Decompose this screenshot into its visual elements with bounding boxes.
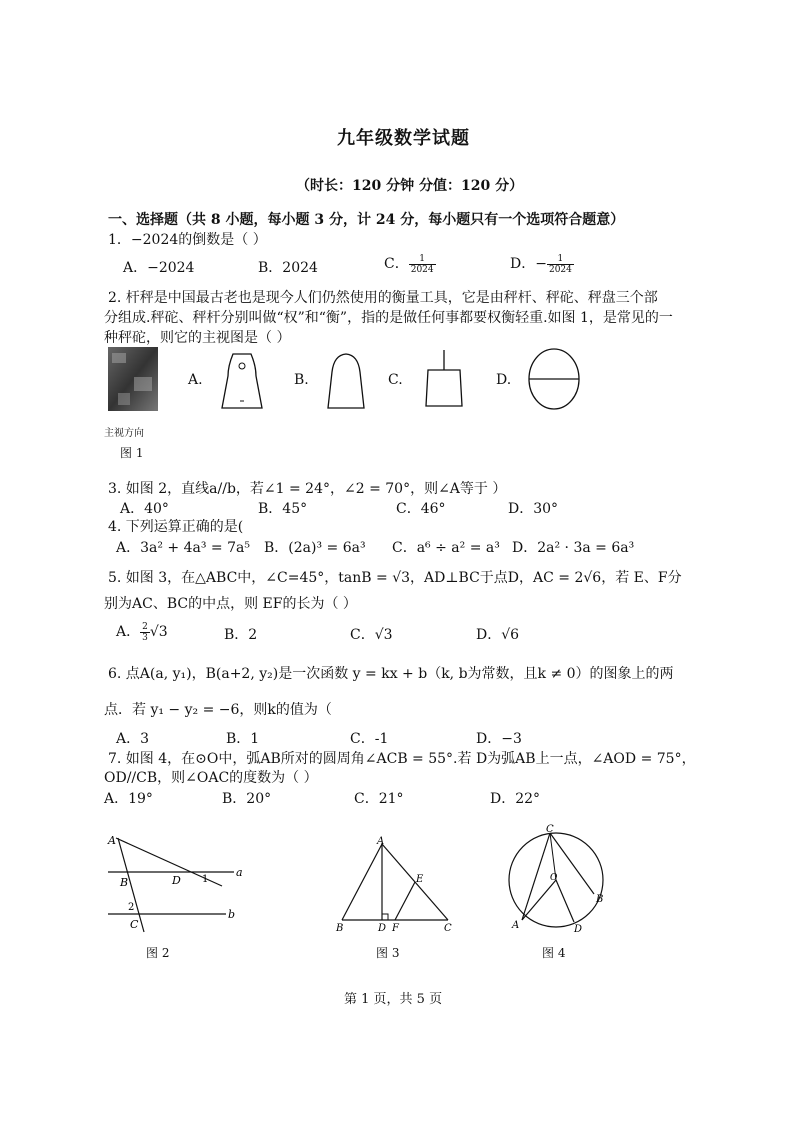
figure-2 xyxy=(104,832,244,940)
q7-option-a: A．19° xyxy=(104,791,153,807)
weight-photo xyxy=(108,347,158,411)
f4-label-O: O xyxy=(550,873,558,883)
q1-option-c: C． $\frac{1}{2024}$ xyxy=(384,253,434,275)
f2-label-D: D xyxy=(172,874,181,887)
q6-option-c: C．-1 xyxy=(350,731,389,747)
q5-option-a: A． $\frac{2}{3}$ √3 xyxy=(116,621,168,643)
option-c-shape xyxy=(418,348,470,414)
f3-label-C: C xyxy=(444,923,452,934)
q3-option-a: A．40° xyxy=(120,501,169,517)
q2-line3: 种秤砣，则它的主视图是（ ） xyxy=(104,330,291,346)
photo-caption: 主视方向 xyxy=(104,428,144,439)
q2-option-b: B. xyxy=(294,372,309,388)
section-heading: 一、选择题（共 8 小题，每小题 3 分，计 24 分，每小题只有一个选项符合题意） xyxy=(108,212,625,228)
q4-stem: 4. 下列运算正确的是( xyxy=(108,519,244,535)
q5-line1: 5. 如图 3，在△ABC中，∠C=45°，tanB = √3，AD⊥BC于点D，AC = 2√6，若 E、F分 xyxy=(108,570,682,586)
q5-option-d: D．√6 xyxy=(476,627,520,643)
q7-line1: 7. 如图 4，在⊙O中，弧AB所对的圆周角∠ACB = 55°.若 D为弧AB上一点，∠AOD = 75°， xyxy=(108,751,696,767)
f2-label-a: a xyxy=(236,866,243,879)
option-d-shape xyxy=(526,346,582,416)
q6-line1: 6. 点A(a, y₁)，B(a+2, y₂)是一次函数 y = kx + b（k, b为常数，且k ≠ 0）的图象上的两 xyxy=(108,666,674,682)
exam-info: （时长：120 分钟 分值：120 分） xyxy=(296,178,524,194)
q3-option-c: C．46° xyxy=(396,501,446,517)
f4-label-A: A xyxy=(512,920,520,931)
q6-option-b: B．1 xyxy=(226,731,260,747)
f3-label-B: B xyxy=(336,923,344,934)
q4-option-a: A．3a² + 4a³ = 7a⁵ xyxy=(116,540,250,556)
q4-option-b: B．(2a)³ = 6a³ xyxy=(264,540,366,556)
f4-label-C: C xyxy=(546,824,554,835)
fig3-label: 图 3 xyxy=(376,946,400,960)
q5-option-c: C．√3 xyxy=(350,627,393,643)
f2-label-2: 2 xyxy=(128,902,135,913)
q7-option-d: D．22° xyxy=(490,791,541,807)
fig1-label: 图 1 xyxy=(120,446,144,460)
q7-option-c: C．21° xyxy=(354,791,404,807)
f4-label-D: D xyxy=(574,924,583,935)
q2-line1: 2. 杆秤是中国最古老也是现今人们仍然使用的衡量工具，它是由秤杆、秤砣、秤盘三个部 xyxy=(108,290,658,306)
f4-label-B: B xyxy=(596,894,604,905)
fig2-label: 图 2 xyxy=(146,946,170,960)
f2-label-A: A xyxy=(108,834,116,847)
figure-4 xyxy=(504,822,610,940)
q6-option-a: A．3 xyxy=(116,731,150,747)
q6-line2: 点．若 y₁ − y₂ = −6，则k的值为（ xyxy=(104,702,332,718)
q4-option-d: D．2a² · 3a = 6a³ xyxy=(512,540,635,556)
option-b-shape xyxy=(320,352,372,414)
f2-label-1: 1 xyxy=(202,874,209,885)
q5-line2: 别为AC、BC的中点，则 EF的长为（ ） xyxy=(104,596,357,612)
q5-option-b: B．2 xyxy=(224,627,258,643)
q2-option-d: D. xyxy=(496,372,512,388)
f3-label-F: F xyxy=(392,923,399,934)
q7-option-b: B．20° xyxy=(222,791,272,807)
f2-label-B: B xyxy=(120,876,129,889)
q1-stem: 1．−2024的倒数是（ ） xyxy=(108,232,267,248)
q6-option-d: D．−3 xyxy=(476,731,522,747)
q3-option-b: B．45° xyxy=(258,501,308,517)
q3-stem: 3. 如图 2，直线a//b，若∠1 = 24°，∠2 = 70°，则∠A等于 ） xyxy=(108,481,507,497)
page-number: 第 1 页，共 5 页 xyxy=(344,992,443,1007)
f2-label-b: b xyxy=(228,908,236,921)
f3-label-E: E xyxy=(416,874,424,885)
q2-option-a: A. xyxy=(188,372,203,388)
f2-label-C: C xyxy=(130,918,139,931)
q7-line2: OD//CB，则∠OAC的度数为（ ） xyxy=(104,770,318,786)
q2-line2: 分组成.秤砣、秤杆分别叫做“权”和“衡”，指的是做任何事都要权衡轻重.如图 1，是常见的一 xyxy=(104,310,673,326)
q1-option-a: A．−2024 xyxy=(123,260,195,276)
page-title: 九年级数学试题 xyxy=(337,128,470,149)
q4-option-c: C．a⁶ ÷ a² = a³ xyxy=(392,540,500,556)
q1-option-d: D．− $\frac{1}{2024}$ xyxy=(510,253,572,275)
q2-option-c: C. xyxy=(388,372,403,388)
q3-option-d: D．30° xyxy=(508,501,559,517)
f3-label-A: A xyxy=(377,836,385,847)
q1-option-b: B．2024 xyxy=(258,260,318,276)
fig4-label: 图 4 xyxy=(542,946,566,960)
figure-3 xyxy=(330,834,460,940)
f3-label-D: D xyxy=(378,923,387,934)
option-a-shape xyxy=(216,352,268,414)
